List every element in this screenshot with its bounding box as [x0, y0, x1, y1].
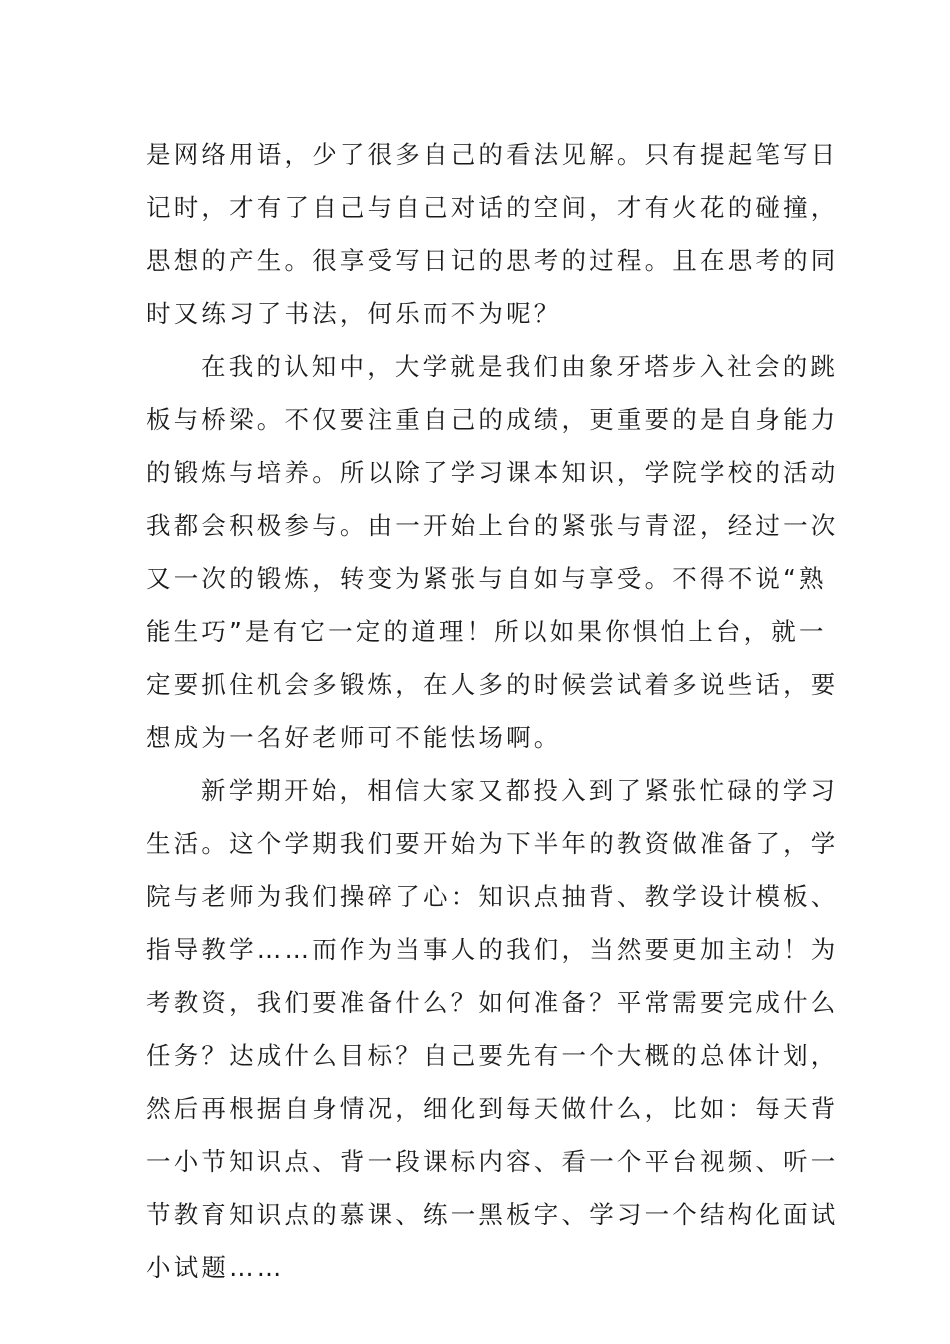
- text-line: 院与老师为我们操碎了心：知识点抽背、教学设计模板、: [146, 882, 839, 911]
- text-line: 的锻炼与培养。所以除了学习课本知识，学院学校的活动: [146, 458, 839, 487]
- text-line: 板与桥梁。不仅要注重自己的成绩，更重要的是自身能力: [146, 405, 839, 434]
- text-line: 一小节知识点、背一段课标内容、看一个平台视频、听一: [146, 1147, 839, 1176]
- text-line: 小试题……: [146, 1253, 285, 1282]
- paragraph-1: [146, 128, 839, 340]
- text-line: 是网络用语，少了很多自己的看法见解。只有提起笔写日: [146, 140, 839, 169]
- text-line: 生活。这个学期我们要开始为下半年的教资做准备了，学: [146, 829, 839, 858]
- text-line: 能生巧”是有它一定的道理！所以如果你惧怕上台，就一: [146, 617, 827, 646]
- text-line: 节教育知识点的慕课、练一黑板字、学习一个结构化面试: [146, 1200, 839, 1229]
- text-line: 定要抓住机会多锻炼，在人多的时候尝试着多说些话，要: [146, 670, 839, 699]
- text-line: 时又练习了书法，何乐而不为呢？: [146, 299, 562, 328]
- text-line: 任务？达成什么目标？自己要先有一个大概的总体计划，: [146, 1041, 839, 1070]
- body-text: [146, 128, 839, 1294]
- paragraph-3: [146, 764, 839, 1294]
- paragraph-2: [146, 340, 839, 764]
- text-line: 新学期开始，相信大家又都投入到了紧张忙碌的学习: [201, 776, 839, 805]
- text-line: 在我的认知中，大学就是我们由象牙塔步入社会的跳: [201, 352, 839, 381]
- text-line: 思想的产生。很享受写日记的思考的过程。且在思考的同: [146, 246, 839, 275]
- text-line: 指导教学……而作为当事人的我们，当然要更加主动！为: [146, 935, 839, 964]
- text-line: 然后再根据自身情况，细化到每天做什么，比如：每天背: [146, 1094, 839, 1123]
- text-line: 考教资，我们要准备什么？如何准备？平常需要完成什么: [146, 988, 839, 1017]
- text-line: 记时，才有了自己与自己对话的空间，才有火花的碰撞，: [146, 193, 839, 222]
- text-line: 想成为一名好老师可不能怯场啊。: [146, 723, 562, 752]
- text-line: 又一次的锻炼，转变为紧张与自如与享受。不得不说“熟: [146, 564, 827, 593]
- text-line: 我都会积极参与。由一开始上台的紧张与青涩，经过一次: [146, 511, 839, 540]
